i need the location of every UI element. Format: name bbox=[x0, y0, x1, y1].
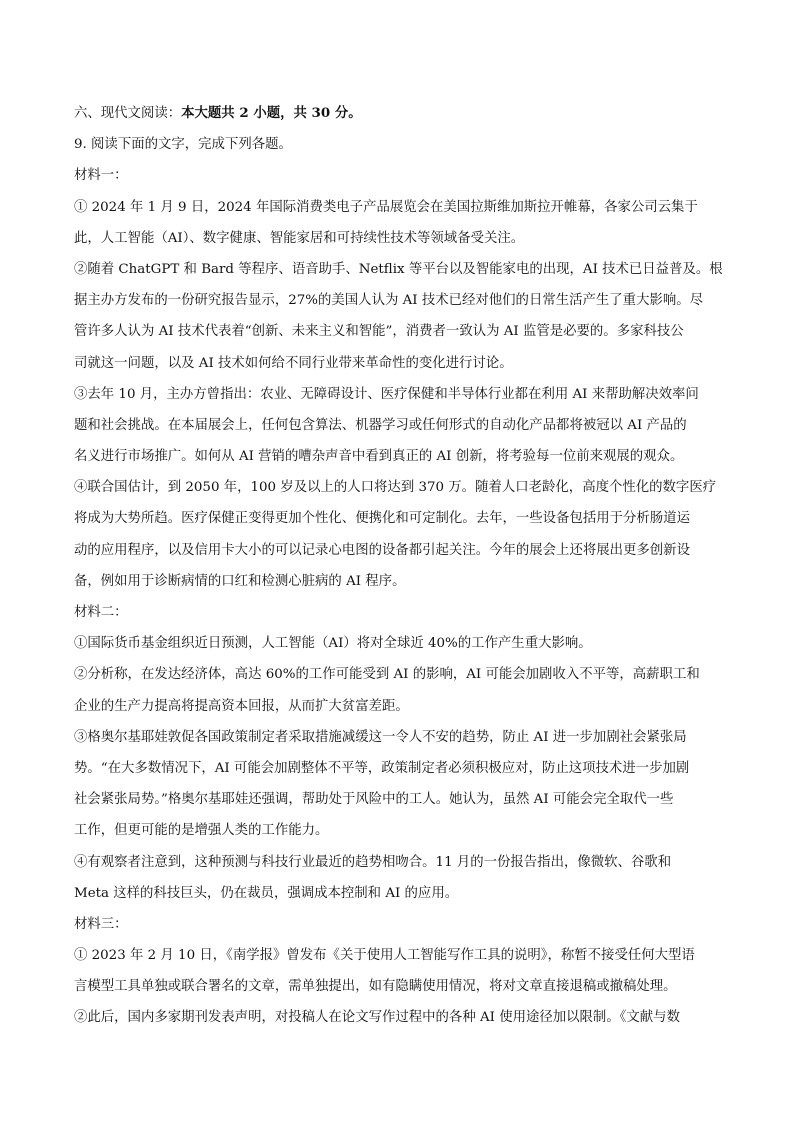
section-heading-bold: 本大题共 2 小题，共 30 分。 bbox=[181, 105, 362, 121]
question-prompt: 9. 阅读下面的文字，完成下列各题。 bbox=[74, 137, 292, 153]
paragraph-line: 将成为大势所趋。医疗保健正变得更加个性化、便携化和可定制化。去年，一些设备包括用于分析肠道运 bbox=[74, 511, 690, 527]
paragraph-line: 企业的生产力提高将提高资本回报，从而扩大贫富差距。 bbox=[74, 698, 409, 714]
paragraph-line: ②分析称，在发达经济体，高达 60%的工作可能受到 AI 的影响，AI 可能会加剧收入不平等，高薪职工和 bbox=[74, 667, 700, 683]
section-heading-prefix: 六、现代文阅读： bbox=[74, 106, 182, 121]
paragraph-line: 社会紧张局势。”格奥尔基耶娃还强调，帮助处于风险中的工人。她认为，虽然 AI 可能会完全取代一些 bbox=[74, 792, 674, 808]
material-two-title: 材料二： bbox=[74, 605, 128, 620]
paragraph-line: 动的应用程序，以及信用卡大小的可以记录心电图的设备都引起关注。今年的展会上还将展出更多创新设 bbox=[74, 542, 690, 558]
paragraph-line: ③格奥尔基耶娃敦促各国政策制定者采取措施减缓这一令人不安的趋势，防止 AI 进一步加剧社会紧张局 bbox=[74, 729, 687, 745]
paragraph-line: ②随着 ChatGPT 和 Bard 等程序、语音助手、Netflix 等平台以及智能家电的出现，AI 技术已日益普及。根 bbox=[74, 261, 723, 277]
paragraph-line: 工作，但更可能的是增强人类的工作能力。 bbox=[74, 823, 329, 839]
paragraph-line: 此，人工智能（AI）、数字健康、智能家居和可持续性技术等领域备受关注。 bbox=[74, 230, 525, 246]
document-page bbox=[74, 98, 724, 1034]
paragraph-line: 司就这一问题，以及 AI 技术如何给不同行业带来革命性的变化进行讨论。 bbox=[74, 355, 513, 371]
paragraph-line: 势。“在大多数情况下，AI 可能会加剧整体不平等，政策制定者必须积极应对，防止这项技术进一步加剧 bbox=[74, 760, 690, 776]
paragraph-line: ① 2023 年 2 月 10 日，《南学报》曾发布《关于使用人工智能写作工具的说明》，称暂不接受任何大型语 bbox=[74, 948, 695, 964]
paragraph-line: ① 2024 年 1 月 9 日，2024 年国际消费类电子产品展览会在美国拉斯维加斯拉开帷幕，各家公司云集于 bbox=[74, 199, 698, 215]
section-heading bbox=[74, 98, 724, 129]
paragraph-line: 管许多人认为 AI 技术代表着“创新、未来主义和智能”，消费者一致认为 AI 监管是必要的。多家科技公 bbox=[74, 324, 684, 340]
paragraph-line: ③去年 10 月，主办方曾指出：农业、无障碍设计、医疗保健和半导体行业都在利用 AI 来帮助解决效率问 bbox=[74, 386, 699, 402]
material-three-title: 材料三： bbox=[74, 916, 128, 932]
paragraph-line: Meta 这样的科技巨头，仍在裁员，强调成本控制和 AI 的应用。 bbox=[74, 885, 459, 901]
material-one-title: 材料一： bbox=[74, 168, 128, 184]
paragraph-line: ②此后，国内多家期刊发表声明，对投稿人在论文写作过程中的各种 AI 使用途径加以限制。《文献与数 bbox=[74, 1010, 680, 1026]
paragraph-line: 备，例如用于诊断病情的口红和检测心脏病的 AI 程序。 bbox=[74, 573, 406, 589]
paragraph-line: ④有观察者注意到，这种预测与科技行业最近的趋势相吻合。11 月的一份报告指出，像微软、谷歌和 bbox=[74, 854, 672, 870]
paragraph-line: 名义进行市场推广。如何从 AI 营销的嘈杂声音中看到真正的 AI 创新，将考验每一位前来观展的观众。 bbox=[74, 449, 684, 465]
paragraph-line: ④联合国估计，到 2050 年，100 岁及以上的人口将达到 370 万。随着人口老龄化，高度个性化的数字医疗 bbox=[74, 480, 717, 496]
paragraph-line: 言模型工具单独或联合署名的文章，需单独提出，如有隐瞒使用情况，将对文章直接退稿或撤稿处理。 bbox=[74, 979, 677, 995]
paragraph-line: 据主办方发布的一份研究报告显示，27%的美国人认为 AI 技术已经对他们的日常生活产生了重大影响。尽 bbox=[74, 293, 704, 309]
paragraph-line: 题和社会挑战。在本届展会上，任何包含算法、机器学习或任何形式的自动化产品都将被冠以 AI 产品的 bbox=[74, 417, 687, 433]
paragraph-line: ①国际货币基金组织近日预测，人工智能（AI）将对全球近 40%的工作产生重大影响。 bbox=[74, 636, 592, 652]
